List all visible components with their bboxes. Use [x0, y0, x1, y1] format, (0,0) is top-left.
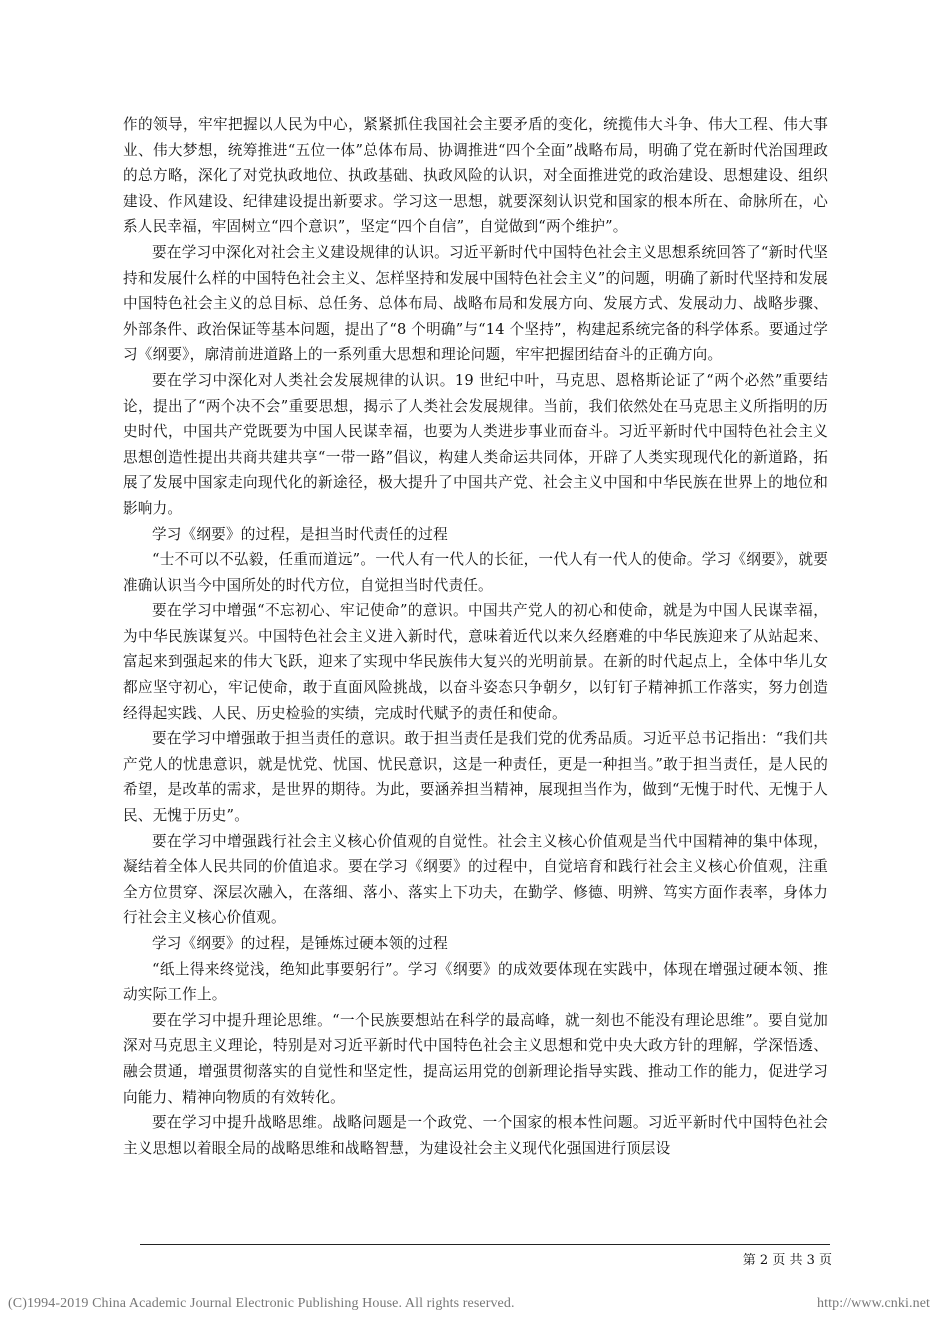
section-heading: 学习《纲要》的过程，是锤炼过硬本领的过程	[152, 935, 448, 952]
paragraph: 要在学习中深化对社会主义建设规律的认识。习近平新时代中国特色社会主义思想系统回答了“新时代坚持和发展什么样的中国特色社会主义、怎样坚持和发展中国特色社会主义”的问题，明确了新时代坚持和发展中国特色社会主义的总目标、总任务、总体布局、战略布局和发展方向、发展方式、发展动力、战略步骤、外部条件、政治保证等基本问题，提出了“8 个明确”与“14 个坚持”，构建起系统完备的科学体系。要通过学习《纲要》，廓清前进道路上的一系列重大思想和理论问题，牢牢把握团结奋斗的正确方向。	[123, 243, 828, 364]
paragraph: 要在学习中增强敢于担当责任的意识。敢于担当责任是我们党的优秀品质。习近平总书记指出：“我们共产党人的忧患意识，就是忧党、忧国、忧民意识，这是一种责任，更是一种担当。”敢于担当责任，是人民的希望，是改革的需求，是世界的期待。为此，要涵养担当精神，展现担当作为，做到“无愧于时代、无愧于人民、无愧于历史”。	[123, 730, 828, 825]
copyright-text: (C)1994-2019 China Academic Journal Electronic Publishing House. All rights reserved.	[8, 1296, 515, 1311]
paragraph: 要在学习中深化对人类社会发展规律的认识。19 世纪中叶，马克思、恩格斯论证了“两个必然”重要结论，提出了“两个决不会”重要思想，揭示了人类社会发展规律。当前，我们依然处在马克思主义所指明的历史时代，中国共产党既要为中国人民谋幸福，也要为人类进步事业而奋斗。习近平新时代中国特色社会主义思想创造性提出共商共建共享“一带一路”倡议，构建人类命运共同体，开辟了人类实现现代化的新道路，拓展了发展中国家走向现代化的新途径，极大提升了中国共产党、社会主义中国和中华民族在世界上的地位和影响力。	[123, 371, 828, 517]
paragraph: “纸上得来终觉浅，绝知此事要躬行”。学习《纲要》的成效要体现在实践中，体现在增强过硬本领、推动实际工作上。	[123, 960, 828, 1004]
paragraph: 要在学习中增强“不忘初心、牢记使命”的意识。中国共产党人的初心和使命，就是为中国人民谋幸福，为中华民族谋复兴。中国特色社会主义进入新时代，意味着近代以来久经磨难的中华民族迎来了从站起来、富起来到强起来的伟大飞跃，迎来了实现中华民族伟大复兴的光明前景。在新的时代起点上，全体中华儿女都应坚守初心，牢记使命，敢于直面风险挑战，以奋斗姿态只争朝夕，以钉钉子精神抓工作落实，努力创造经得起实践、人民、历史检验的实绩，完成时代赋予的责任和使命。	[123, 602, 828, 722]
paragraph: 要在学习中提升理论思维。“一个民族要想站在科学的最高峰，就一刻也不能没有理论思维”。要自觉加深对马克思主义理论，特别是对习近平新时代中国特色社会主义思想和党中央大政方针的理解，学深悟透、融会贯通，增强贯彻落实的自觉性和坚定性，提高运用党的创新理论指导实践、推动工作的能力，促进学习向能力、精神向物质的有效转化。	[123, 1011, 828, 1106]
paragraph: 要在学习中提升战略思维。战略问题是一个政党、一个国家的根本性问题。习近平新时代中国特色社会主义思想以着眼全局的战略思维和战略智慧，为建设社会主义现代化强国进行顶层设	[123, 1114, 828, 1157]
paragraph: 作的领导，牢牢把握以人民为中心，紧紧抓住我国社会主要矛盾的变化，统揽伟大斗争、伟大工程、伟大事业、伟大梦想，统筹推进“五位一体”总体布局、协调推进“四个全面”战略布局，明确了党在新时代治国理政的总方略，深化了对党执政地位、执政基础、执政风险的认识，对全面推进党的政治建设、思想建设、组织建设、作风建设、纪律建设提出新要求。学习这一思想，就要深刻认识党和国家的根本所在、命脉所在，心系人民幸福，牢固树立“四个意识”，坚定“四个自信”，自觉做到“两个维护”。	[123, 116, 828, 236]
article-body	[123, 112, 828, 1161]
paragraph: “士不可以不弘毅，任重而道远”。一代人有一代人的长征，一代人有一代人的使命。学习《纲要》，就要准确认识当今中国所处的时代方位，自觉担当时代责任。	[123, 551, 828, 594]
page-number: 第 2 页 共 3 页	[742, 1253, 832, 1268]
footer-divider	[140, 1244, 830, 1245]
section-heading: 学习《纲要》的过程，是担当时代责任的过程	[152, 525, 448, 543]
copyright-footer	[8, 1296, 942, 1312]
paragraph: 要在学习中增强践行社会主义核心价值观的自觉性。社会主义核心价值观是当代中国精神的集中体现，凝结着全体人民共同的价值追求。要在学习《纲要》的过程中，自觉培育和践行社会主义核心价值观，注重全方位贯穿、深层次融入，在落细、落小、落实上下功夫，在勤学、修德、明辨、笃实方面作表率，身体力行社会主义核心价值观。	[123, 832, 828, 927]
source-url: http://www.cnki.net	[817, 1296, 930, 1311]
